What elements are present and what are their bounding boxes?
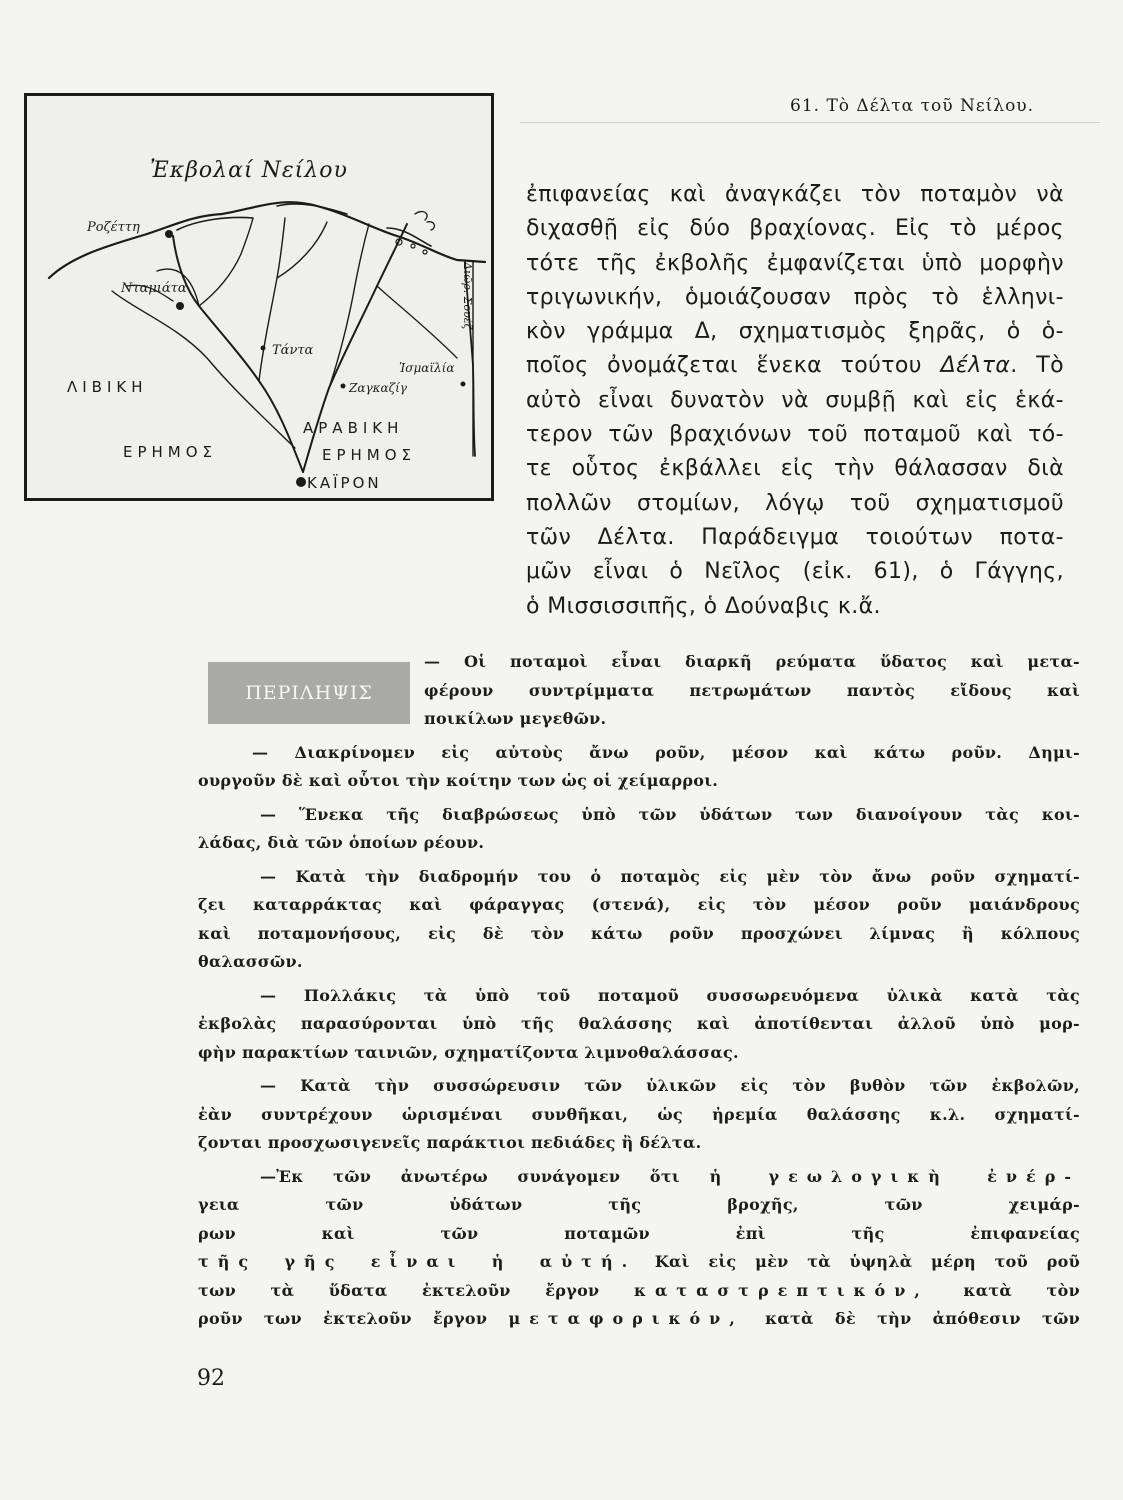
intro-line-delta bbox=[526, 349, 1064, 383]
summary-line: ζονται προσχωσιγενεῖς παράκτιοι πεδιάδες ἢ δέλτα. bbox=[198, 1133, 702, 1152]
map-label-araviki: ΑΡΑΒΙΚΗ bbox=[303, 419, 404, 437]
running-header: 61. Τὸ Δέλτα τοῦ Νείλου. bbox=[790, 96, 1035, 116]
emphasis-spaced: τῆς γῆς εἶναι ἡ αὐτή. bbox=[198, 1252, 637, 1271]
summary-line-text: κατὰ δὲ τὴν ἀπόθεσιν τῶν bbox=[765, 1309, 1081, 1328]
summary-line: — Διακρίνομεν εἰς αὐτοὺς ἄνω ροῦν, μέσον καὶ κάτω ροῦν. Δημι- bbox=[252, 742, 1080, 762]
summary-line-earth bbox=[198, 1248, 1080, 1277]
city-dot-kairon bbox=[296, 477, 306, 487]
river-distributary-2 bbox=[277, 222, 327, 278]
desert-edge-west bbox=[112, 291, 295, 448]
summary-line: ουργοῦν δὲ καὶ οὗτοι τὴν κοίτην των ὡς οἱ χείμαρροι. bbox=[198, 771, 719, 790]
intro-line: μῶν εἶναι ὁ Νεῖλος (εἰκ. 61), ὁ Γάγγης, bbox=[526, 559, 1064, 585]
city-dot-ntamiata bbox=[176, 302, 184, 310]
summary-line-transport bbox=[198, 1305, 1080, 1334]
intro-line: κὸν γράμμα Δ, σχηματισμὸς ξηρᾶς, ὁ ὁ- bbox=[526, 319, 1064, 345]
summary-line: ἐὰν συντρέχουν ὡρισμέναι συνθῆκαι, ὡς ἠρεμία θαλάσσης κ.λ. σχηματί- bbox=[198, 1104, 1080, 1124]
map-drawing bbox=[27, 96, 491, 498]
summary-label: ΠΕΡΙΛΗΨΙΣ bbox=[208, 662, 410, 724]
summary-line-text: των τὰ ὕδατα ἐκτελοῦν ἔργον bbox=[198, 1280, 600, 1300]
header-rule bbox=[520, 122, 1100, 123]
summary-line: — Οἱ ποταμοὶ εἶναι διαρκῆ ρεύματα ὕδατος καὶ μετα- bbox=[424, 652, 1080, 671]
city-dot-tanta bbox=[261, 346, 266, 351]
summary-line: ἐκβολὰς παρασύρονται ὑπὸ τῆς θαλάσσης καὶ ἀποτίθενται ἀλλοῦ ὑπὸ μορ- bbox=[198, 1014, 1080, 1033]
emphasis-spaced: μεταφορικόν, bbox=[508, 1309, 744, 1328]
summary-line-destructive bbox=[198, 1277, 1080, 1306]
intro-line: ὁ Μισσισσιπῆς, ὁ Δούναβις κ.ἄ. bbox=[526, 593, 881, 619]
summary-line: καὶ ποταμονήσους, εἰς δὲ τὸν κάτω ροῦν προσχώνει λίμνας ἢ κόλπους bbox=[198, 923, 1080, 943]
summary-line: — Ἕνεκα τῆς διαβρώσεως ὑπὸ τῶν ὑδάτων των διανοίγουν τὰς κοι- bbox=[260, 804, 1080, 824]
summary-line-geology bbox=[198, 1163, 1080, 1192]
map-title: Ἐκβολαί Νείλου bbox=[150, 158, 348, 183]
summary-line: γεια τῶν ὑδάτων τῆς βροχῆς, τῶν χειμάρ- bbox=[198, 1195, 1080, 1214]
summary-text bbox=[198, 648, 1080, 1334]
intro-line: πολλῶν στομίων, λόγῳ τοῦ σχηματισμοῦ bbox=[526, 490, 1064, 516]
map-label-tanta: Τάντα bbox=[272, 343, 314, 358]
map-label-canal: Διῶρ. Σουέζ bbox=[461, 262, 474, 330]
summary-line: ζει καταρράκτας καὶ φάραγγας (στενά), εἰς τὸν μέσον ροῦν μαιάνδρους bbox=[198, 895, 1080, 914]
map-label-ismailia: Ἰσμαϊλία bbox=[399, 361, 455, 375]
intro-paragraph bbox=[526, 178, 1064, 624]
city-dot-ismailia bbox=[461, 382, 466, 387]
intro-line: τε οὗτος ἐκβάλλει εἰς τὴν θάλασσαν διὰ bbox=[526, 456, 1064, 482]
delta-term: Δέλτα bbox=[940, 353, 1011, 379]
intro-line-text: ποῖος ὀνομάζεται ἕνεκα τούτου bbox=[526, 353, 922, 379]
city-dot-rozetti bbox=[165, 230, 173, 238]
eastern-branch bbox=[377, 286, 457, 358]
map-label-rozetti: Ροζέττη bbox=[87, 220, 140, 235]
river-distributary-4 bbox=[199, 218, 253, 306]
intro-line: τριγωνικήν, ὁμοιάζουσαν πρὸς τὸ ἑλληνι- bbox=[526, 284, 1064, 310]
coastline-lagoons bbox=[177, 204, 431, 246]
map-label-libiki-erimos: ΕΡΗΜΟΣ bbox=[123, 443, 218, 461]
summary-line: θαλασσῶν. bbox=[198, 952, 303, 971]
summary-line-text: —Ἐκ τῶν ἀνωτέρω συνάγομεν ὅτι bbox=[260, 1166, 680, 1186]
intro-line: τερον τῶν βραχιόνων τοῦ ποταμοῦ καὶ τό- bbox=[526, 422, 1064, 448]
summary-line: — Κατὰ τὴν συσσώρευσιν τῶν ὑλικῶν εἰς τὸν βυθὸν τῶν ἐκβολῶν, bbox=[260, 1076, 1080, 1095]
summary-line: λάδας, διὰ τῶν ὁποίων ρέουν. bbox=[198, 833, 485, 852]
emphasis-spaced: ἡ γεωλογικὴ ἐνέρ- bbox=[709, 1166, 1080, 1186]
intro-line: ἐπιφανείας καὶ ἀναγκάζει τὸν ποταμὸν νὰ bbox=[526, 182, 1064, 207]
summary-line: φὴν παρακτίων ταινιῶν, σχηματίζοντα λιμνοθαλάσσας. bbox=[198, 1042, 739, 1062]
intro-line-tail: . Τὸ bbox=[1010, 353, 1064, 379]
emphasis-spaced: καταστρεπτικόν, bbox=[634, 1280, 929, 1300]
summary-line: φέρουν συντρίμματα πετρωμάτων παντὸς εἴδους καὶ bbox=[424, 680, 1080, 700]
river-distributary-3 bbox=[329, 224, 369, 388]
summary-line: — Πολλάκις τὰ ὑπὸ τοῦ ποταμοῦ συσσωρευόμενα ὑλικὰ κατὰ τὰς bbox=[260, 985, 1080, 1005]
intro-line: τῶν Δέλτα. Παράδειγμα τοιούτων ποτα- bbox=[526, 524, 1064, 550]
nile-delta-map bbox=[24, 93, 494, 501]
map-label-kairon: ΚΑΪΡΟΝ bbox=[307, 474, 382, 492]
summary-line: — Κατὰ τὴν διαδρομήν του ὁ ποταμὸς εἰς μὲν τὸν ἄνω ροῦν σχηματί- bbox=[260, 866, 1080, 886]
summary-line-text: Καὶ εἰς μὲν τὰ ὑψηλὰ μέρη τοῦ ροῦ bbox=[654, 1252, 1081, 1271]
map-label-libiki: ΛΙΒΙΚΗ bbox=[67, 378, 148, 396]
summary-line-text: κατὰ τὸν bbox=[963, 1280, 1080, 1300]
intro-line: διχασθῇ εἰς δύο βραχίονας. Εἰς τὸ μέρος bbox=[526, 216, 1064, 242]
map-label-araviki-erimos: ΕΡΗΜΟΣ bbox=[322, 446, 417, 464]
map-label-zagazig: Ζαγκαζίγ bbox=[349, 381, 407, 395]
map-label-ntamiata: Νταμιάτα bbox=[121, 281, 187, 296]
intro-line: τότε τῆς ἐκβολῆς ἐμφανίζεται ὑπὸ μορφὴν bbox=[526, 250, 1064, 276]
summary-line: ποικίλων μεγεθῶν. bbox=[424, 709, 607, 728]
intro-line: αὐτὸ εἶναι δυνατὸν νὰ συμβῇ καὶ εἰς ἑκά- bbox=[526, 387, 1064, 413]
summary-line-text: ροῦν των ἐκτελοῦν ἔργον bbox=[198, 1309, 488, 1328]
city-dot-zagazig bbox=[341, 384, 346, 389]
summary-line: ρων καὶ τῶν ποταμῶν ἐπὶ τῆς ἐπιφανείας bbox=[198, 1223, 1080, 1243]
page-number: 92 bbox=[197, 1366, 225, 1391]
